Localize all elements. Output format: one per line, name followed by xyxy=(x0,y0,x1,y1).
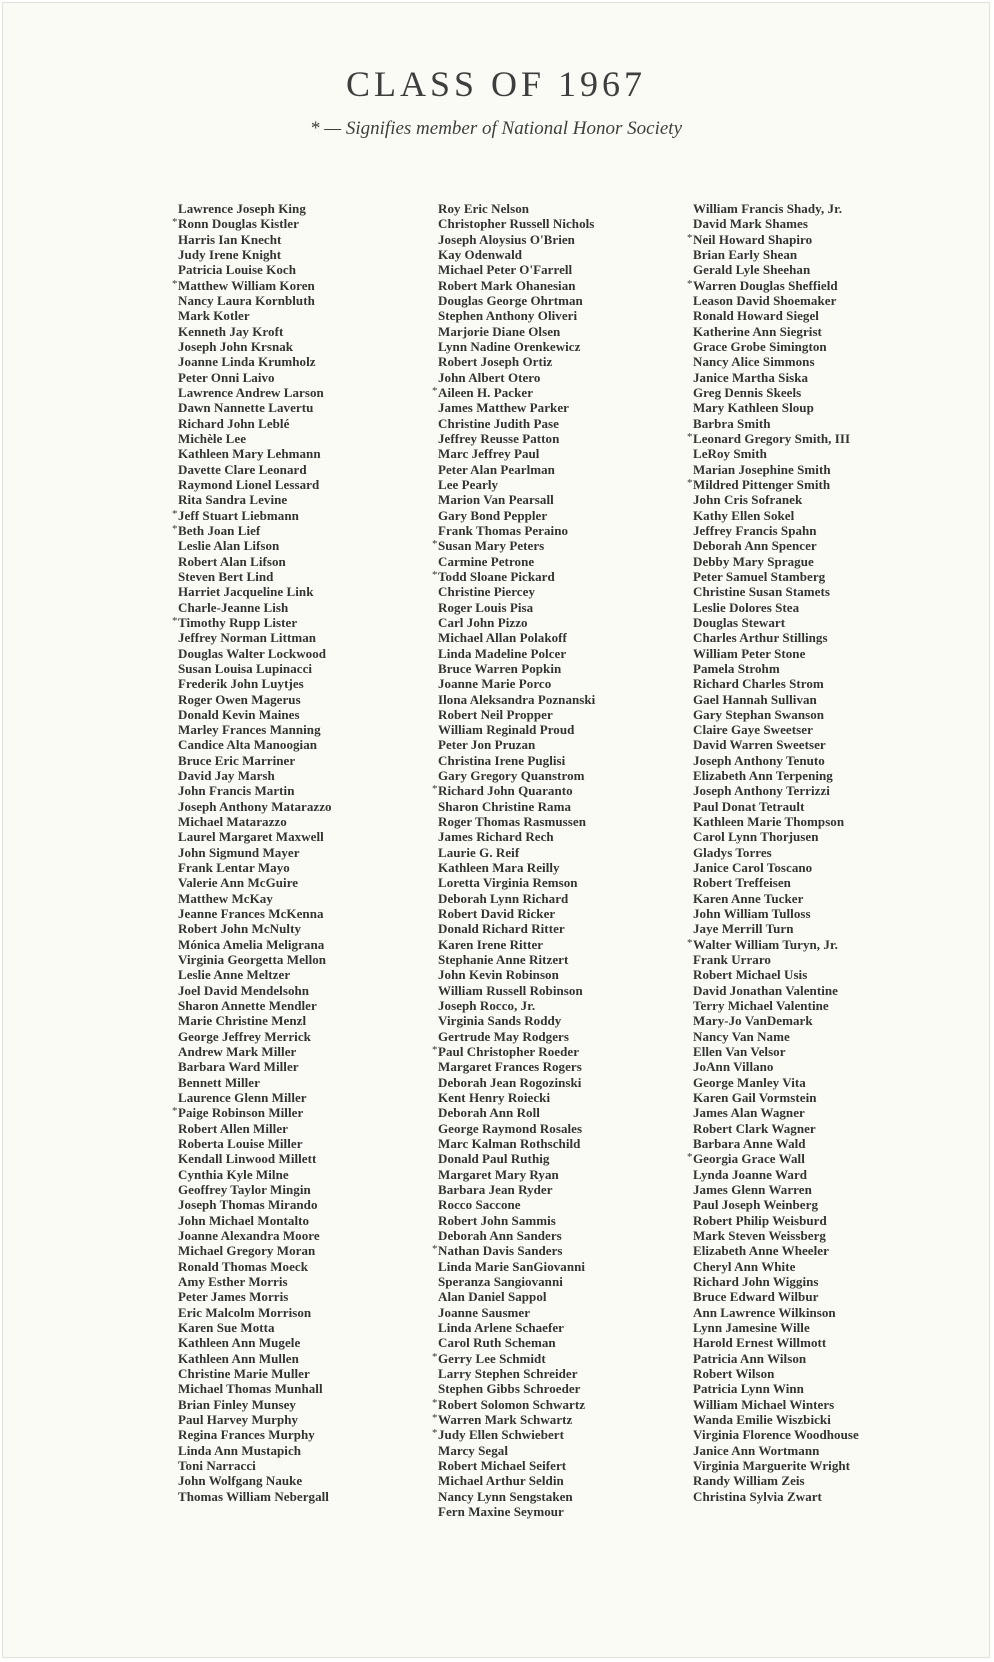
student-name: Jeanne Frances McKenna xyxy=(178,906,324,922)
student-name: Joanne Alexandra Moore xyxy=(178,1227,320,1243)
student-name: Paul Harvey Murphy xyxy=(178,1411,299,1427)
student-name: Mary-Jo VanDemark xyxy=(693,1013,813,1029)
student-name: Kay Odenwald xyxy=(438,246,523,262)
student-name: John Kevin Robinson xyxy=(438,967,559,983)
student-name: Elizabeth Anne Wheeler xyxy=(693,1243,829,1259)
student-name: Robert Philip Weisburd xyxy=(693,1212,827,1228)
student-name: Larry Stephen Schreider xyxy=(438,1365,578,1381)
student-name: Joanne Sausmer xyxy=(438,1304,531,1320)
student-name: Carol Ruth Scheman xyxy=(438,1335,556,1351)
student-name: Cheryl Ann White xyxy=(693,1258,796,1274)
student-name: Virginia Sands Roddy xyxy=(438,1013,562,1029)
student-name: Robert Wilson xyxy=(693,1365,775,1381)
student-name: Matthew McKay xyxy=(178,890,273,906)
student-name: Bruce Edward Wilbur xyxy=(693,1289,819,1305)
student-name: John Francis Martin xyxy=(178,783,295,799)
student-name: Carl John Pizzo xyxy=(438,614,528,630)
student-name: George Jeffrey Merrick xyxy=(178,1028,311,1044)
student-name: John Cris Sofranek xyxy=(693,492,803,508)
student-name: Nancy Alice Simmons xyxy=(693,354,815,370)
student-name: Joseph Thomas Mirando xyxy=(178,1197,318,1213)
student-name: Terry Michael Valentine xyxy=(693,998,829,1014)
student-name: Mary Kathleen Sloup xyxy=(693,400,814,416)
student-name: * Ronn Douglas Kistler xyxy=(178,216,418,231)
student-name: Richard Charles Strom xyxy=(693,676,824,692)
student-name: Margaret Mary Ryan xyxy=(438,1166,559,1182)
student-name: William Peter Stone xyxy=(693,645,806,661)
student-name: Donald Richard Ritter xyxy=(438,921,565,937)
student-name: Christine Piercey xyxy=(438,584,535,600)
student-name: Janice Ann Wortmann xyxy=(693,1442,820,1458)
student-name: Raymond Lionel Lessard xyxy=(178,476,320,492)
student-name: Nancy Lynn Sengstaken xyxy=(438,1488,573,1504)
student-name: Joseph Anthony Terrizzi xyxy=(693,783,830,799)
student-name: Patricia Lynn Winn xyxy=(693,1381,804,1397)
student-name: Ilona Aleksandra Poznanski xyxy=(438,691,596,707)
student-name: Alan Daniel Sappol xyxy=(438,1289,547,1305)
student-name: Frederik John Luytjes xyxy=(178,676,304,692)
student-name: Dawn Nannette Lavertu xyxy=(178,400,314,416)
student-name: * Walter William Turyn, Jr. xyxy=(693,937,963,952)
student-name: Brian Early Shean xyxy=(693,246,798,262)
student-name: Steven Bert Lind xyxy=(178,568,274,584)
student-name: Geoffrey Taylor Mingin xyxy=(178,1182,311,1197)
student-name: Leslie Anne Meltzer xyxy=(178,967,291,983)
student-name: Karen Anne Tucker xyxy=(693,890,804,906)
student-name: Frank Lentar Mayo xyxy=(178,860,290,876)
student-name: Michael Thomas Munhall xyxy=(178,1381,323,1397)
student-name: * Leonard Gregory Smith, III xyxy=(693,431,963,446)
student-name: JoAnn Villano xyxy=(693,1059,774,1075)
student-name: Judy Irene Knight xyxy=(178,246,282,262)
student-name: Robert Alan Lifson xyxy=(178,553,286,569)
student-name: Brian Finley Munsey xyxy=(178,1396,296,1412)
student-name: Karen Sue Motta xyxy=(178,1319,275,1335)
student-name: Mónica Amelia Meligrana xyxy=(178,936,325,952)
student-name: Peter Onni Laivo xyxy=(178,369,275,385)
student-name: Patricia Louise Koch xyxy=(178,262,296,278)
student-name: Lee Pearly xyxy=(438,476,499,492)
student-name: * Neil Howard Shapiro xyxy=(693,232,963,247)
student-name: Gladys Torres xyxy=(693,844,772,860)
student-name: * Beth Joan Lief xyxy=(178,523,418,538)
student-name: Loretta Virginia Remson xyxy=(438,875,578,891)
student-name: Deborah Ann Sanders xyxy=(438,1227,562,1243)
student-name: Douglas Stewart xyxy=(693,614,786,630)
student-name: Marc Jeffrey Paul xyxy=(438,446,540,462)
student-name: Nancy Laura Kornbluth xyxy=(178,292,315,308)
student-name: Ellen Van Velsor xyxy=(693,1044,786,1060)
student-name: John Wolfgang Nauke xyxy=(178,1473,303,1489)
student-name: * Georgia Grace Wall xyxy=(693,1151,963,1166)
student-name: Douglas Walter Lockwood xyxy=(178,645,327,661)
student-name: Jeffrey Norman Littman xyxy=(178,630,317,646)
student-name: Lawrence Joseph King xyxy=(178,201,306,216)
student-name: Ronald Howard Siegel xyxy=(693,308,819,324)
student-name: Robert Treffeisen xyxy=(693,875,791,891)
student-name: Sharon Christine Rama xyxy=(438,798,571,814)
student-name: Mark Steven Weissberg xyxy=(693,1227,826,1243)
student-name: Donald Paul Ruthig xyxy=(438,1151,550,1167)
student-name: Nancy Van Name xyxy=(693,1028,790,1044)
student-name: Charles Arthur Stillings xyxy=(693,630,828,646)
student-name: Marcy Segal xyxy=(438,1442,508,1458)
student-name: Roger Owen Magerus xyxy=(178,691,301,707)
student-name: William Reginald Proud xyxy=(438,722,575,738)
student-name: James Alan Wagner xyxy=(693,1105,805,1121)
student-name: Marion Van Pearsall xyxy=(438,492,554,508)
student-name: Peter Samuel Stamberg xyxy=(693,568,826,584)
student-name: Virginia Florence Woodhouse xyxy=(693,1427,859,1443)
student-name: Carmine Petrone xyxy=(438,553,535,569)
student-name: * Jeff Stuart Liebmann xyxy=(178,508,418,523)
student-name: Deborah Ann Roll xyxy=(438,1105,540,1121)
student-name: Christopher Russell Nichols xyxy=(438,216,595,232)
student-name: Janice Martha Siska xyxy=(693,369,809,385)
student-name: Joseph Rocco, Jr. xyxy=(438,998,536,1014)
student-name: Gertrude May Rodgers xyxy=(438,1028,569,1044)
student-name: Joseph Anthony Tenuto xyxy=(693,752,825,768)
student-name: Toni Narracci xyxy=(178,1457,256,1473)
student-name: James Richard Rech xyxy=(438,829,554,845)
student-name: David Jonathan Valentine xyxy=(693,982,838,998)
student-name: Jeffrey Reusse Patton xyxy=(438,430,560,446)
student-name: John Sigmund Mayer xyxy=(178,844,300,860)
honor-society-note: * — Signifies member of National Honor Society xyxy=(309,118,683,139)
student-name: Debby Mary Sprague xyxy=(693,553,814,569)
student-name: Bennett Miller xyxy=(178,1074,260,1090)
student-name: William Francis Shady, Jr. xyxy=(693,201,843,216)
student-name: John Albert Otero xyxy=(438,369,541,385)
student-name: Robert Neil Propper xyxy=(438,706,553,722)
student-name: Christine Susan Stamets xyxy=(693,584,830,600)
student-name: Kent Henry Roiecki xyxy=(438,1090,551,1106)
student-name: Stephen Gibbs Schroeder xyxy=(438,1381,581,1397)
student-name: Michael Allan Polakoff xyxy=(438,630,567,646)
student-name: Laurence Glenn Miller xyxy=(178,1090,307,1106)
student-name: Amy Esther Morris xyxy=(178,1273,288,1289)
student-name: Margaret Frances Rogers xyxy=(438,1059,582,1075)
student-name: Joseph Anthony Matarazzo xyxy=(178,798,332,814)
student-name: David Mark Shames xyxy=(693,216,808,232)
student-name: Michael Peter O'Farrell xyxy=(438,262,573,278)
student-name: Karen Irene Ritter xyxy=(438,936,544,952)
student-name: * Susan Mary Peters xyxy=(438,538,683,553)
student-name: Richard John Wiggins xyxy=(693,1273,819,1289)
student-name: Barbara Ward Miller xyxy=(178,1059,299,1075)
student-name: Virginia Marguerite Wright xyxy=(693,1457,851,1473)
student-name: Robert John Sammis xyxy=(438,1212,556,1228)
student-name: * Warren Mark Schwartz xyxy=(438,1412,683,1427)
student-name: Robert David Ricker xyxy=(438,906,556,922)
student-name: Gael Hannah Sullivan xyxy=(693,691,817,707)
student-name: Christine Marie Muller xyxy=(178,1365,310,1381)
student-name: Rocco Saccone xyxy=(438,1197,521,1213)
student-name: * Nathan Davis Sanders xyxy=(438,1243,683,1258)
student-name: Regina Frances Murphy xyxy=(178,1427,315,1443)
student-name: * Judy Ellen Schwiebert xyxy=(438,1427,683,1442)
student-name: Lawrence Andrew Larson xyxy=(178,384,324,400)
student-name: Barbra Smith xyxy=(693,415,771,431)
student-name: Katherine Ann Siegrist xyxy=(693,323,822,339)
student-name: Deborah Ann Spencer xyxy=(693,538,817,554)
student-name: Joanne Marie Porco xyxy=(438,676,552,692)
student-name: Frank Urraro xyxy=(693,952,771,968)
name-column-2 xyxy=(438,201,683,1519)
student-name: Kathleen Mary Lehmann xyxy=(178,446,321,462)
student-name: Wanda Emilie Wiszbicki xyxy=(693,1411,831,1427)
student-name: Cynthia Kyle Milne xyxy=(178,1166,289,1182)
student-name: David Warren Sweetser xyxy=(693,737,826,753)
student-name: Kathleen Ann Mullen xyxy=(178,1350,299,1366)
student-name: Christine Judith Pase xyxy=(438,415,559,431)
student-name: Paul Joseph Weinberg xyxy=(693,1197,819,1213)
student-name: Frank Thomas Peraino xyxy=(438,522,569,538)
student-name: * Mildred Pittenger Smith xyxy=(693,477,963,492)
student-name: Deborah Lynn Richard xyxy=(438,890,569,906)
student-name: Fern Maxine Seymour xyxy=(438,1503,564,1519)
student-name: Mark Kotler xyxy=(178,308,250,324)
student-name: Laurel Margaret Maxwell xyxy=(178,829,324,845)
student-name: Rita Sandra Levine xyxy=(178,492,288,508)
student-name: Lynda Joanne Ward xyxy=(693,1166,808,1182)
student-name: Thomas William Nebergall xyxy=(178,1488,329,1504)
student-name: Marian Josephine Smith xyxy=(693,461,831,477)
student-name: Carol Lynn Thorjusen xyxy=(693,829,819,845)
student-name: John William Tulloss xyxy=(693,906,811,922)
student-name: * Todd Sloane Pickard xyxy=(438,569,683,584)
student-name: Marley Frances Manning xyxy=(178,722,321,738)
student-name: Douglas George Ohrtman xyxy=(438,292,583,308)
student-name: Gary Bond Peppler xyxy=(438,507,548,523)
student-name: Charle-Jeanne Lish xyxy=(178,599,289,615)
student-name: Gary Stephan Swanson xyxy=(693,706,825,722)
student-name: Grace Grobe Simington xyxy=(693,338,827,354)
student-name: Jeffrey Francis Spahn xyxy=(693,522,817,538)
student-name: Stephen Anthony Oliveri xyxy=(438,308,578,324)
student-name: Eric Malcolm Morrison xyxy=(178,1304,312,1320)
student-name: Virginia Georgetta Mellon xyxy=(178,952,327,968)
student-name: Leslie Alan Lifson xyxy=(178,538,280,554)
student-name: Robert Michael Seifert xyxy=(438,1457,567,1473)
student-name: George Raymond Rosales xyxy=(438,1120,583,1136)
student-name: Gerald Lyle Sheehan xyxy=(693,262,811,278)
student-name: James Matthew Parker xyxy=(438,400,569,416)
student-name: * Timothy Rupp Lister xyxy=(178,615,418,630)
student-name: George Manley Vita xyxy=(693,1074,806,1090)
student-name: Susan Louisa Lupinacci xyxy=(178,660,313,676)
student-name: Sharon Annette Mendler xyxy=(178,998,317,1014)
student-name: William Michael Winters xyxy=(693,1396,835,1412)
student-name: * Warren Douglas Sheffield xyxy=(693,278,963,293)
student-name: Patricia Ann Wilson xyxy=(693,1350,807,1366)
student-name: Bruce Eric Marriner xyxy=(178,752,296,768)
student-name: Richard John Leblé xyxy=(178,415,290,431)
student-name: * Robert Solomon Schwartz xyxy=(438,1397,683,1412)
student-name: William Russell Robinson xyxy=(438,982,583,998)
student-name: Elizabeth Ann Terpening xyxy=(693,768,833,784)
student-name: Christina Sylvia Zwart xyxy=(693,1488,822,1504)
student-name: Karen Gail Vormstein xyxy=(693,1090,817,1106)
student-name: Michael Matarazzo xyxy=(178,814,287,830)
student-name: Peter Alan Pearlman xyxy=(438,461,555,477)
student-name: Robert John McNulty xyxy=(178,921,301,937)
student-name: Kendall Linwood Millett xyxy=(178,1151,317,1167)
student-name: Gary Gregory Quanstrom xyxy=(438,768,585,784)
student-name: * Gerry Lee Schmidt xyxy=(438,1351,683,1366)
student-name: Roberta Louise Miller xyxy=(178,1136,303,1152)
student-name: Claire Gaye Sweetser xyxy=(693,722,813,738)
student-name: Peter Jon Pruzan xyxy=(438,737,536,753)
student-name: Lynn Jamesine Wille xyxy=(693,1319,810,1335)
student-name: Deborah Jean Rogozinski xyxy=(438,1074,582,1090)
student-name: * Aileen H. Packer xyxy=(438,385,683,400)
student-name: Bruce Warren Popkin xyxy=(438,660,562,676)
student-name: Lynn Nadine Orenkewicz xyxy=(438,338,581,354)
student-name: * Matthew William Koren xyxy=(178,278,418,293)
student-name: Leason David Shoemaker xyxy=(693,292,837,308)
student-name: * Richard John Quaranto xyxy=(438,783,683,798)
student-name: Leslie Dolores Stea xyxy=(693,599,800,615)
student-name: Kenneth Jay Kroft xyxy=(178,323,284,339)
student-name: Joel David Mendelsohn xyxy=(178,982,310,998)
student-name: Robert Mark Ohanesian xyxy=(438,277,576,293)
student-name: Joanne Linda Krumholz xyxy=(178,354,316,370)
name-column-1 xyxy=(178,201,418,1504)
student-name: Marjorie Diane Olsen xyxy=(438,323,561,339)
student-name: Jaye Merrill Turn xyxy=(693,921,794,937)
student-name: * Paige Robinson Miller xyxy=(178,1105,418,1120)
student-name: Linda Ann Mustapich xyxy=(178,1442,302,1458)
student-name: John Michael Montalto xyxy=(178,1212,310,1228)
student-name: Ann Lawrence Wilkinson xyxy=(693,1304,836,1320)
student-name: Candice Alta Manoogian xyxy=(178,737,318,753)
student-name: Robert Michael Usis xyxy=(693,967,808,983)
student-name: * Paul Christopher Roeder xyxy=(438,1044,683,1059)
student-name: LeRoy Smith xyxy=(693,446,767,462)
student-name: Harriet Jacqueline Link xyxy=(178,584,314,600)
student-name: Davette Clare Leonard xyxy=(178,461,307,477)
student-name: Valerie Ann McGuire xyxy=(178,875,299,891)
student-name: Linda Marie SanGiovanni xyxy=(438,1258,586,1274)
student-name: Harold Ernest Willmott xyxy=(693,1335,827,1351)
student-name: Paul Donat Tetrault xyxy=(693,798,805,814)
student-name: Donald Kevin Maines xyxy=(178,706,300,722)
student-name: Pamela Strohm xyxy=(693,660,780,676)
student-name: Kathleen Mara Reilly xyxy=(438,860,560,876)
student-name: Kathy Ellen Sokel xyxy=(693,507,795,523)
student-name: Robert Joseph Ortiz xyxy=(438,354,553,370)
student-name: Linda Madeline Polcer xyxy=(438,645,567,661)
student-name: Joseph Aloysius O'Brien xyxy=(438,231,575,247)
student-name: Joseph John Krsnak xyxy=(178,338,294,354)
student-name: Roy Eric Nelson xyxy=(438,201,530,216)
student-name: Laurie G. Reif xyxy=(438,844,520,860)
student-name: Janice Carol Toscano xyxy=(693,860,813,876)
student-name: James Glenn Warren xyxy=(693,1182,812,1197)
student-name: Kathleen Marie Thompson xyxy=(693,814,845,830)
student-name: Barbara Anne Wald xyxy=(693,1136,806,1152)
student-name: Robert Clark Wagner xyxy=(693,1120,816,1136)
student-name: Michael Arthur Seldin xyxy=(438,1473,564,1489)
student-name: Christina Irene Puglisi xyxy=(438,752,566,768)
student-name: Speranza Sangiovanni xyxy=(438,1273,563,1289)
student-name: Greg Dennis Skeels xyxy=(693,384,802,400)
document-page xyxy=(2,2,990,1658)
student-name: Ronald Thomas Moeck xyxy=(178,1258,309,1274)
student-name: David Jay Marsh xyxy=(178,768,275,784)
student-name: Roger Thomas Rasmussen xyxy=(438,814,586,830)
student-name: Marie Christine Menzl xyxy=(178,1013,307,1029)
student-name: Harris Ian Knecht xyxy=(178,231,282,247)
student-name: Randy William Zeis xyxy=(693,1473,805,1489)
student-name: Michèle Lee xyxy=(178,430,247,446)
student-name: Robert Allen Miller xyxy=(178,1120,288,1136)
student-name: Barbara Jean Ryder xyxy=(438,1182,553,1197)
student-name: Roger Louis Pisa xyxy=(438,599,534,615)
student-name: Michael Gregory Moran xyxy=(178,1243,316,1259)
page-title: CLASS OF 1967 xyxy=(345,64,647,104)
student-name: Linda Arlene Schaefer xyxy=(438,1319,564,1335)
student-name: Andrew Mark Miller xyxy=(178,1044,297,1060)
student-name: Kathleen Ann Mugele xyxy=(178,1335,301,1351)
student-name: Stephanie Anne Ritzert xyxy=(438,952,569,968)
name-column-3 xyxy=(693,201,963,1504)
student-name: Marc Kalman Rothschild xyxy=(438,1136,581,1152)
student-name: Peter James Morris xyxy=(178,1289,289,1305)
